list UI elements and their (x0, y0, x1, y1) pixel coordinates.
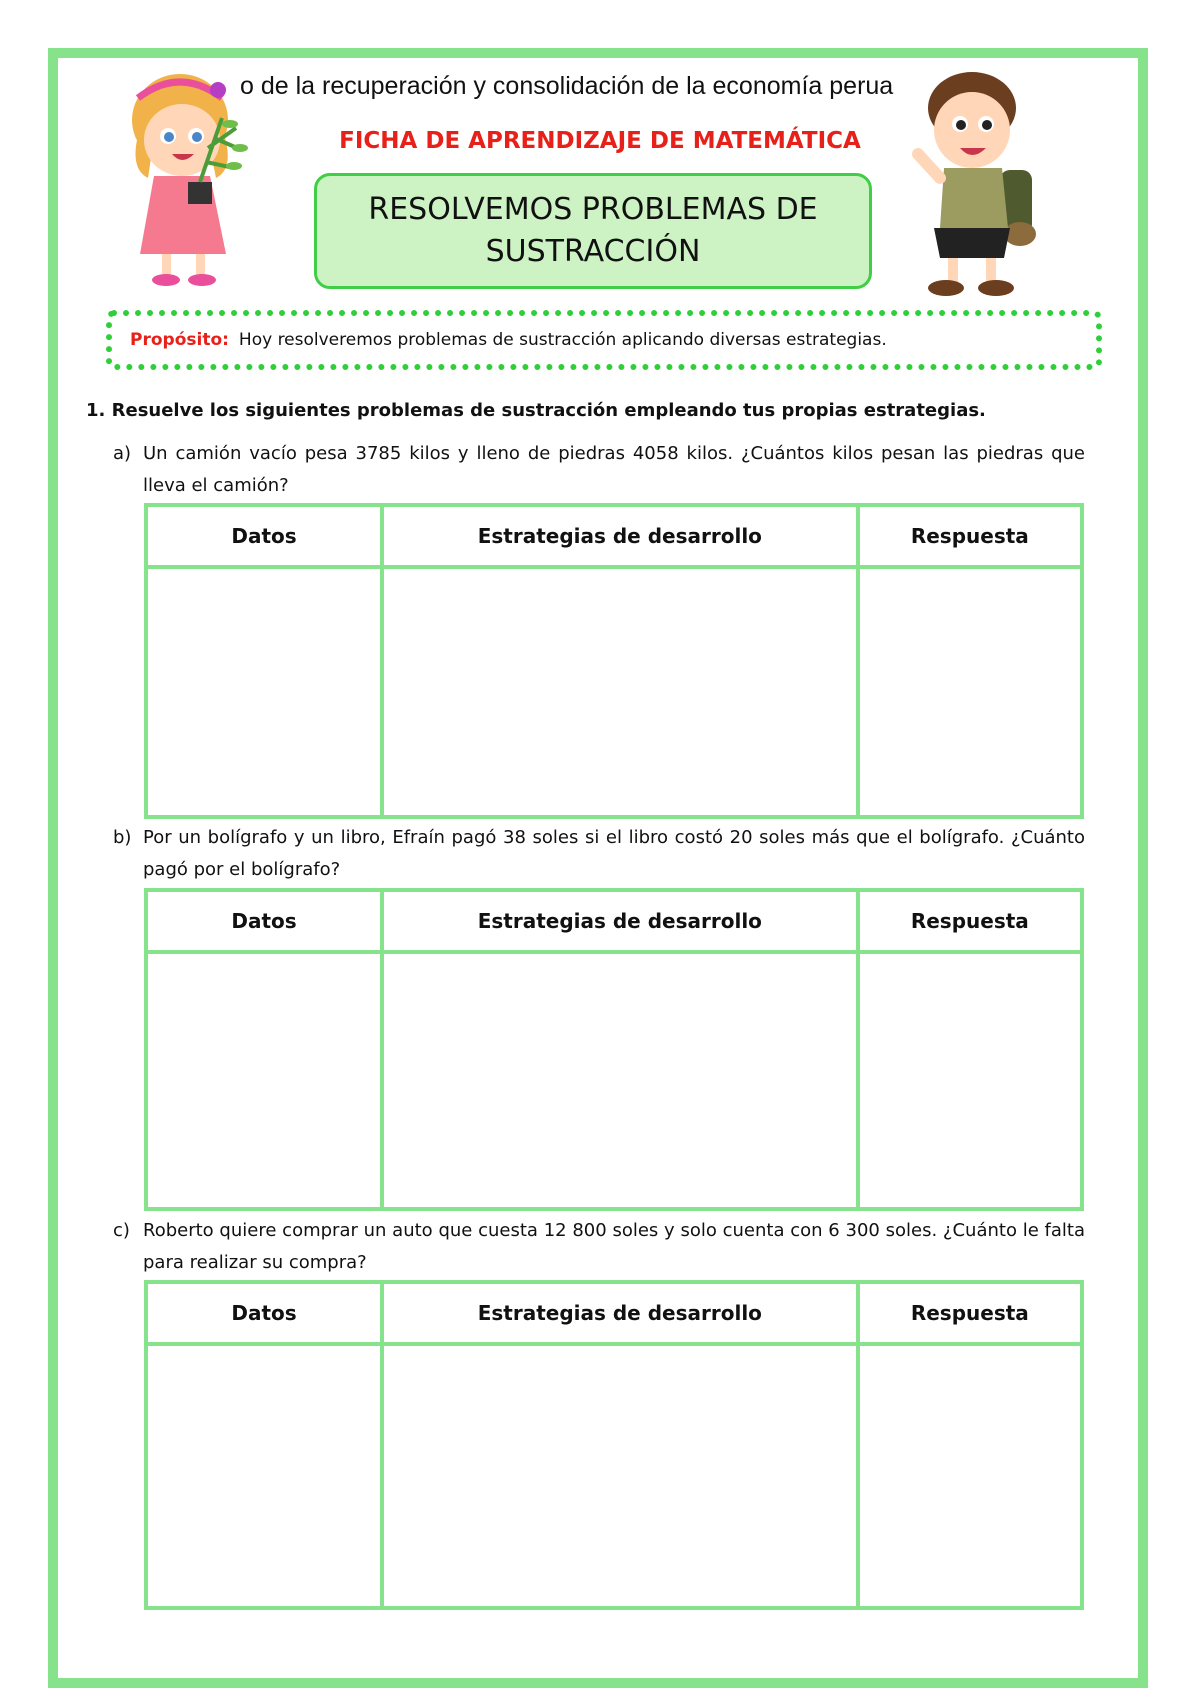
purpose-text: Hoy resolveremos problemas de sustracción aplicando diversas estrategias. (238, 330, 887, 350)
estrategias-cell[interactable] (382, 1344, 858, 1608)
problem-text: Un camión vacío pesa 3785 kilos y lleno de piedras 4058 kilos. ¿Cuántos kilos pesan las piedras que lleva el camión? (143, 443, 1085, 496)
answer-table-c (144, 1280, 1084, 1610)
header-estrategias: Estrategias de desarrollo (382, 505, 858, 567)
problem-b (113, 822, 1085, 886)
problem-letter: b) (113, 827, 132, 848)
problem-text: Por un bolígrafo y un libro, Efraín pagó 38 soles si el libro costó 20 soles más que el bolígrafo. ¿Cuánto pagó por el bolígrafo? (143, 827, 1085, 880)
problem-letter: a) (113, 443, 132, 464)
respuesta-cell[interactable] (858, 1344, 1082, 1608)
worksheet-label: FICHA DE APRENDIZAJE DE MATEMÁTICA (339, 128, 861, 154)
header-respuesta: Respuesta (858, 1282, 1082, 1344)
header-datos: Datos (146, 890, 382, 952)
year-slogan: o de la recuperación y consolidación de la economía perua (240, 72, 894, 100)
girl-illustration (118, 58, 268, 288)
estrategias-cell[interactable] (382, 567, 858, 817)
datos-cell[interactable] (146, 952, 382, 1209)
instruction: 1. Resuelve los siguientes problemas de sustracción empleando tus propias estrategias. (86, 400, 986, 421)
header-estrategias: Estrategias de desarrollo (382, 890, 858, 952)
datos-cell[interactable] (146, 567, 382, 817)
answer-table-b (144, 888, 1084, 1211)
respuesta-cell[interactable] (858, 567, 1082, 817)
respuesta-cell[interactable] (858, 952, 1082, 1209)
answer-table-a (144, 503, 1084, 819)
problem-text: Roberto quiere comprar un auto que cuesta 12 800 soles y solo cuenta con 6 300 soles. ¿Cuánto le falta para realizar su compra? (143, 1220, 1085, 1273)
estrategias-cell[interactable] (382, 952, 858, 1209)
purpose-label: Propósito: (130, 330, 229, 350)
header-respuesta: Respuesta (858, 890, 1082, 952)
problem-c (113, 1215, 1085, 1279)
header-respuesta: Respuesta (858, 505, 1082, 567)
title-box (314, 173, 872, 289)
purpose-box (106, 310, 1102, 370)
problem-a (113, 438, 1085, 502)
datos-cell[interactable] (146, 1344, 382, 1608)
header-datos: Datos (146, 505, 382, 567)
header-estrategias: Estrategias de desarrollo (382, 1282, 858, 1344)
boy-illustration (900, 58, 1050, 303)
header-datos: Datos (146, 1282, 382, 1344)
page-title: RESOLVEMOS PROBLEMAS DE SUSTRACCIÓN (368, 192, 818, 269)
problem-letter: c) (113, 1220, 130, 1241)
